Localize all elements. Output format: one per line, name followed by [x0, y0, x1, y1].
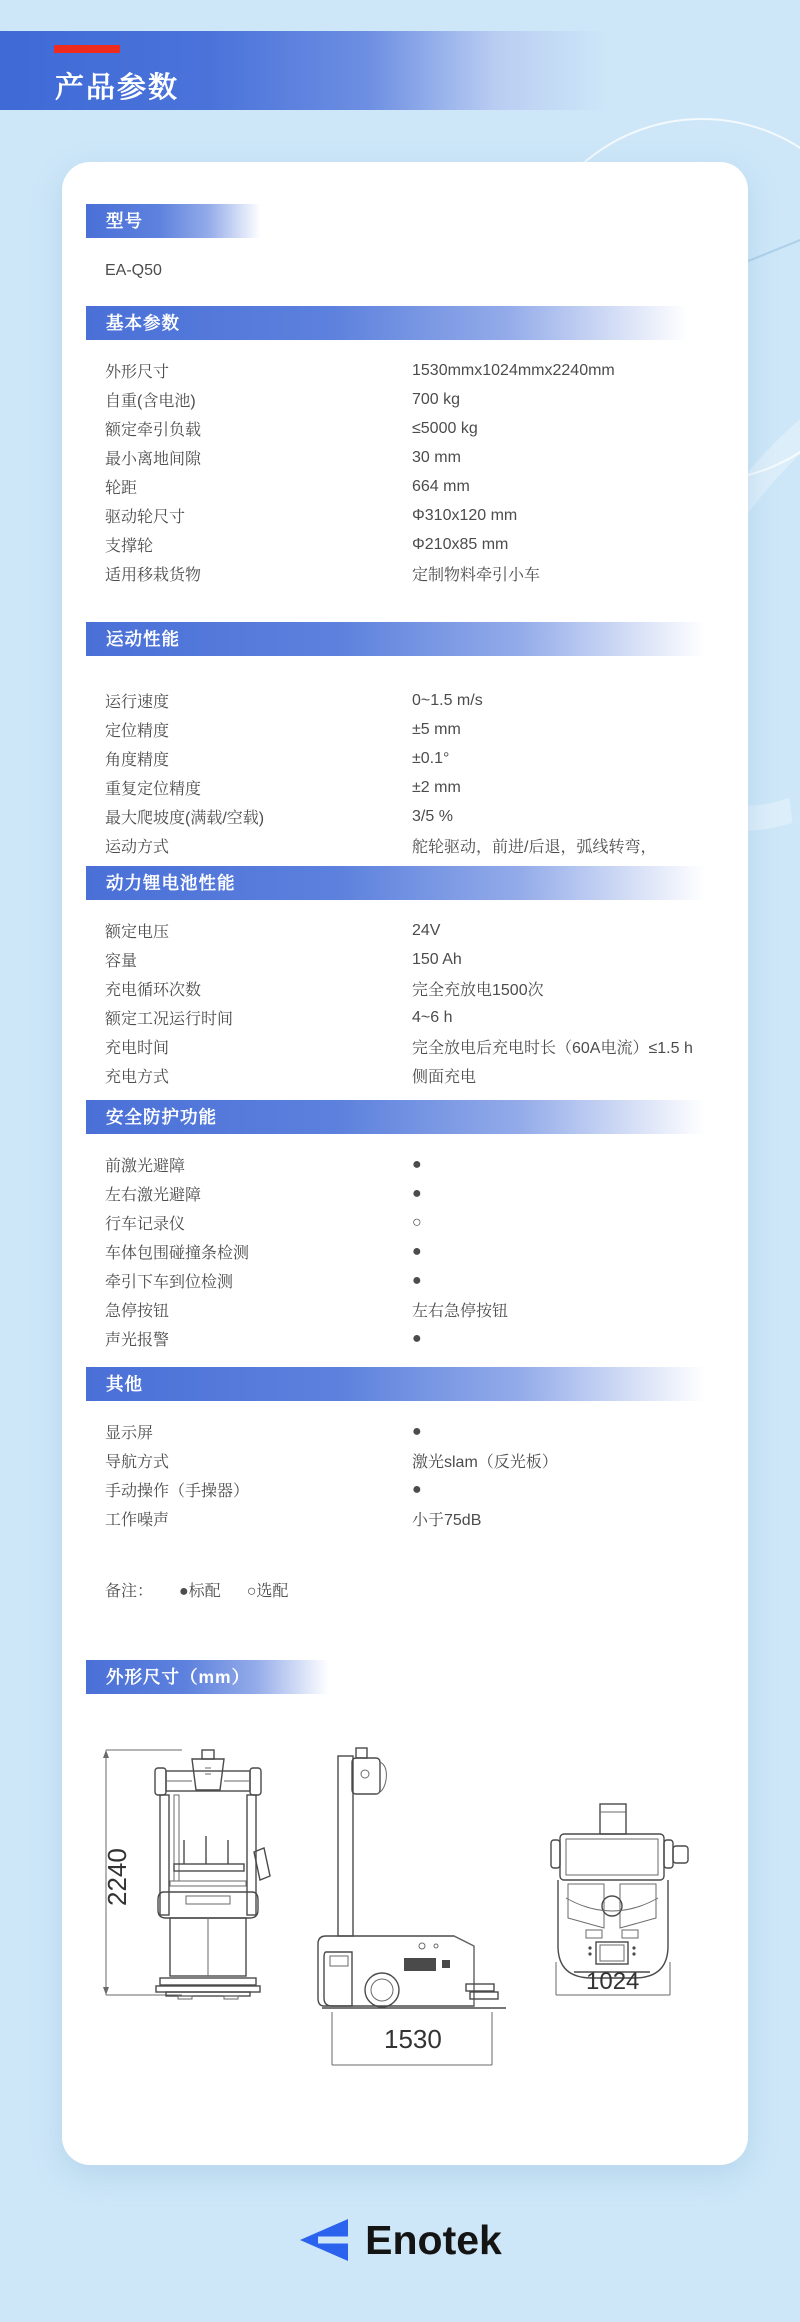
row-label: 手动操作（手操器） — [105, 1483, 250, 1500]
table-row — [86, 744, 724, 773]
row-label: 行车记录仪 — [105, 1216, 186, 1233]
table-row — [86, 1266, 724, 1295]
width-dimension-label: 1024 — [586, 1968, 640, 1995]
page-header-banner — [0, 31, 800, 110]
row-label: 额定牵引负载 — [105, 422, 202, 439]
table-row — [86, 1237, 724, 1266]
row-label: 最大爬坡度(满载/空载) — [105, 810, 265, 827]
section-header-basic: 基本参数 — [86, 306, 706, 340]
rear-view-drawing — [551, 1804, 688, 1995]
table-row — [86, 1061, 724, 1090]
row-value: 完全放电后充电时长（60A电流）≤1.5 h — [412, 1040, 693, 1057]
motion-performance-table — [86, 656, 724, 866]
row-label: 运行速度 — [105, 694, 170, 711]
row-label: 前激光避障 — [105, 1158, 186, 1175]
table-row — [86, 686, 724, 715]
row-value: 30 mm — [412, 448, 461, 466]
row-label: 额定电压 — [105, 924, 170, 941]
table-row — [86, 1150, 724, 1179]
row-value: 左右急停按钮 — [412, 1303, 509, 1320]
row-value: 3/5 % — [412, 807, 453, 825]
table-row — [86, 916, 724, 945]
row-value: ±5 mm — [412, 720, 461, 738]
table-row — [86, 530, 724, 559]
row-value: ±0.1° — [412, 749, 450, 767]
table-row — [86, 945, 724, 974]
section-header-model: 型号 — [86, 204, 266, 238]
row-label: 显示屏 — [105, 1425, 154, 1442]
model-value: EA-Q50 — [105, 262, 162, 279]
table-row — [86, 1032, 724, 1061]
row-value-standard-dot: ● — [412, 1422, 422, 1440]
row-value: ≤5000 kg — [412, 419, 478, 437]
section-header-battery: 动力锂电池性能 — [86, 866, 724, 900]
row-value-standard-dot: ● — [412, 1271, 422, 1289]
row-value-standard-dot: ● — [412, 1242, 422, 1260]
row-value: 24V — [412, 921, 441, 939]
battery-performance-table — [86, 900, 724, 1100]
row-value: 4~6 h — [412, 1008, 453, 1026]
row-value: 0~1.5 m/s — [412, 691, 483, 709]
table-row — [86, 385, 724, 414]
row-label: 重复定位精度 — [105, 781, 202, 798]
row-value: 舵轮驱动，前进/后退，弧线转弯， — [412, 839, 657, 856]
row-value: 激光slam（反光板） — [412, 1454, 558, 1471]
table-row — [86, 1417, 724, 1446]
table-row — [86, 1208, 724, 1237]
row-value: 定制物料牵引小车 — [412, 567, 541, 584]
section-header-others: 其他 — [86, 1367, 724, 1401]
row-value: 完全充放电1500次 — [412, 982, 544, 999]
legend-optional: ○选配 — [246, 1583, 289, 1600]
row-label: 车体包围碰撞条检测 — [105, 1245, 250, 1262]
row-label: 角度精度 — [105, 752, 170, 769]
row-label: 运动方式 — [105, 839, 170, 856]
agv-dimension-drawing — [86, 1740, 724, 2075]
dimension-drawings — [86, 1740, 724, 2075]
table-row — [86, 1295, 724, 1324]
table-row — [86, 802, 724, 831]
row-label: 左右激光避障 — [105, 1187, 202, 1204]
row-label: 额定工况运行时间 — [105, 1011, 234, 1028]
row-label: 定位精度 — [105, 723, 170, 740]
table-row — [86, 974, 724, 1003]
table-row — [86, 715, 724, 744]
others-table — [86, 1401, 724, 1575]
table-row — [86, 414, 724, 443]
table-row — [86, 1504, 724, 1533]
table-row — [86, 443, 724, 472]
legend-standard: ●标配 — [179, 1583, 221, 1600]
table-row — [86, 501, 724, 530]
row-label: 适用移栽货物 — [105, 567, 202, 584]
row-label: 外形尺寸 — [105, 364, 170, 381]
row-value: 150 Ah — [412, 950, 462, 968]
row-value: Φ310x120 mm — [412, 506, 518, 524]
row-value-standard-dot: ● — [412, 1184, 422, 1202]
table-row — [86, 1003, 724, 1032]
row-label: 充电循环次数 — [105, 982, 202, 999]
table-row — [86, 1475, 724, 1504]
basic-parameters-table — [86, 340, 724, 622]
row-label: 工作噪声 — [105, 1512, 170, 1529]
front-view-drawing — [102, 1750, 270, 1999]
brand-name: Enotek — [365, 2216, 502, 2263]
table-row — [86, 1324, 724, 1353]
page-title: 产品参数 — [55, 72, 180, 104]
row-value: 1530mmx1024mmx2240mm — [412, 361, 615, 379]
row-value: Φ210x85 mm — [412, 535, 509, 553]
footer — [0, 2210, 800, 2270]
row-label: 充电时间 — [105, 1040, 170, 1057]
table-row — [86, 831, 724, 860]
row-value: 700 kg — [412, 390, 461, 408]
length-dimension-label: 1530 — [384, 2024, 442, 2054]
table-row — [86, 356, 724, 385]
row-value-optional-dot: ○ — [412, 1213, 422, 1231]
section-header-safety: 安全防护功能 — [86, 1100, 724, 1134]
row-label: 声光报警 — [105, 1332, 170, 1349]
section-header-motion: 运动性能 — [86, 622, 724, 656]
row-value: 侧面充电 — [412, 1069, 477, 1086]
row-label: 轮距 — [105, 480, 138, 497]
table-row — [86, 773, 724, 802]
row-value: 小于75dB — [412, 1512, 482, 1529]
safety-functions-table — [86, 1134, 724, 1367]
row-label: 导航方式 — [105, 1454, 170, 1471]
row-label: 急停按钮 — [105, 1303, 170, 1320]
table-row — [86, 1179, 724, 1208]
section-header-dimensions: 外形尺寸（mm） — [86, 1660, 336, 1694]
table-row — [86, 559, 724, 588]
spec-card — [62, 162, 748, 2165]
row-label: 自重(含电池) — [105, 393, 196, 410]
row-value-standard-dot: ● — [412, 1329, 422, 1347]
row-value-standard-dot: ● — [412, 1155, 422, 1173]
row-label: 最小离地间隙 — [105, 451, 202, 468]
table-row — [86, 1446, 724, 1475]
row-label: 容量 — [105, 953, 138, 970]
row-value-standard-dot: ● — [412, 1480, 422, 1498]
row-value: ±2 mm — [412, 778, 461, 796]
enotek-logo-arrow-icon — [298, 2218, 350, 2262]
height-dimension-label: 2240 — [102, 1848, 132, 1906]
red-accent-bar — [54, 45, 120, 53]
row-label: 牵引下车到位检测 — [105, 1274, 234, 1291]
side-view-drawing — [318, 1748, 506, 2065]
row-value: 664 mm — [412, 477, 470, 495]
table-row — [86, 472, 724, 501]
row-label: 充电方式 — [105, 1069, 170, 1086]
row-label: 支撑轮 — [105, 538, 154, 555]
row-label: 驱动轮尺寸 — [105, 509, 186, 526]
remark-legend — [86, 1575, 724, 1604]
remark-label: 备注： — [105, 1583, 154, 1600]
